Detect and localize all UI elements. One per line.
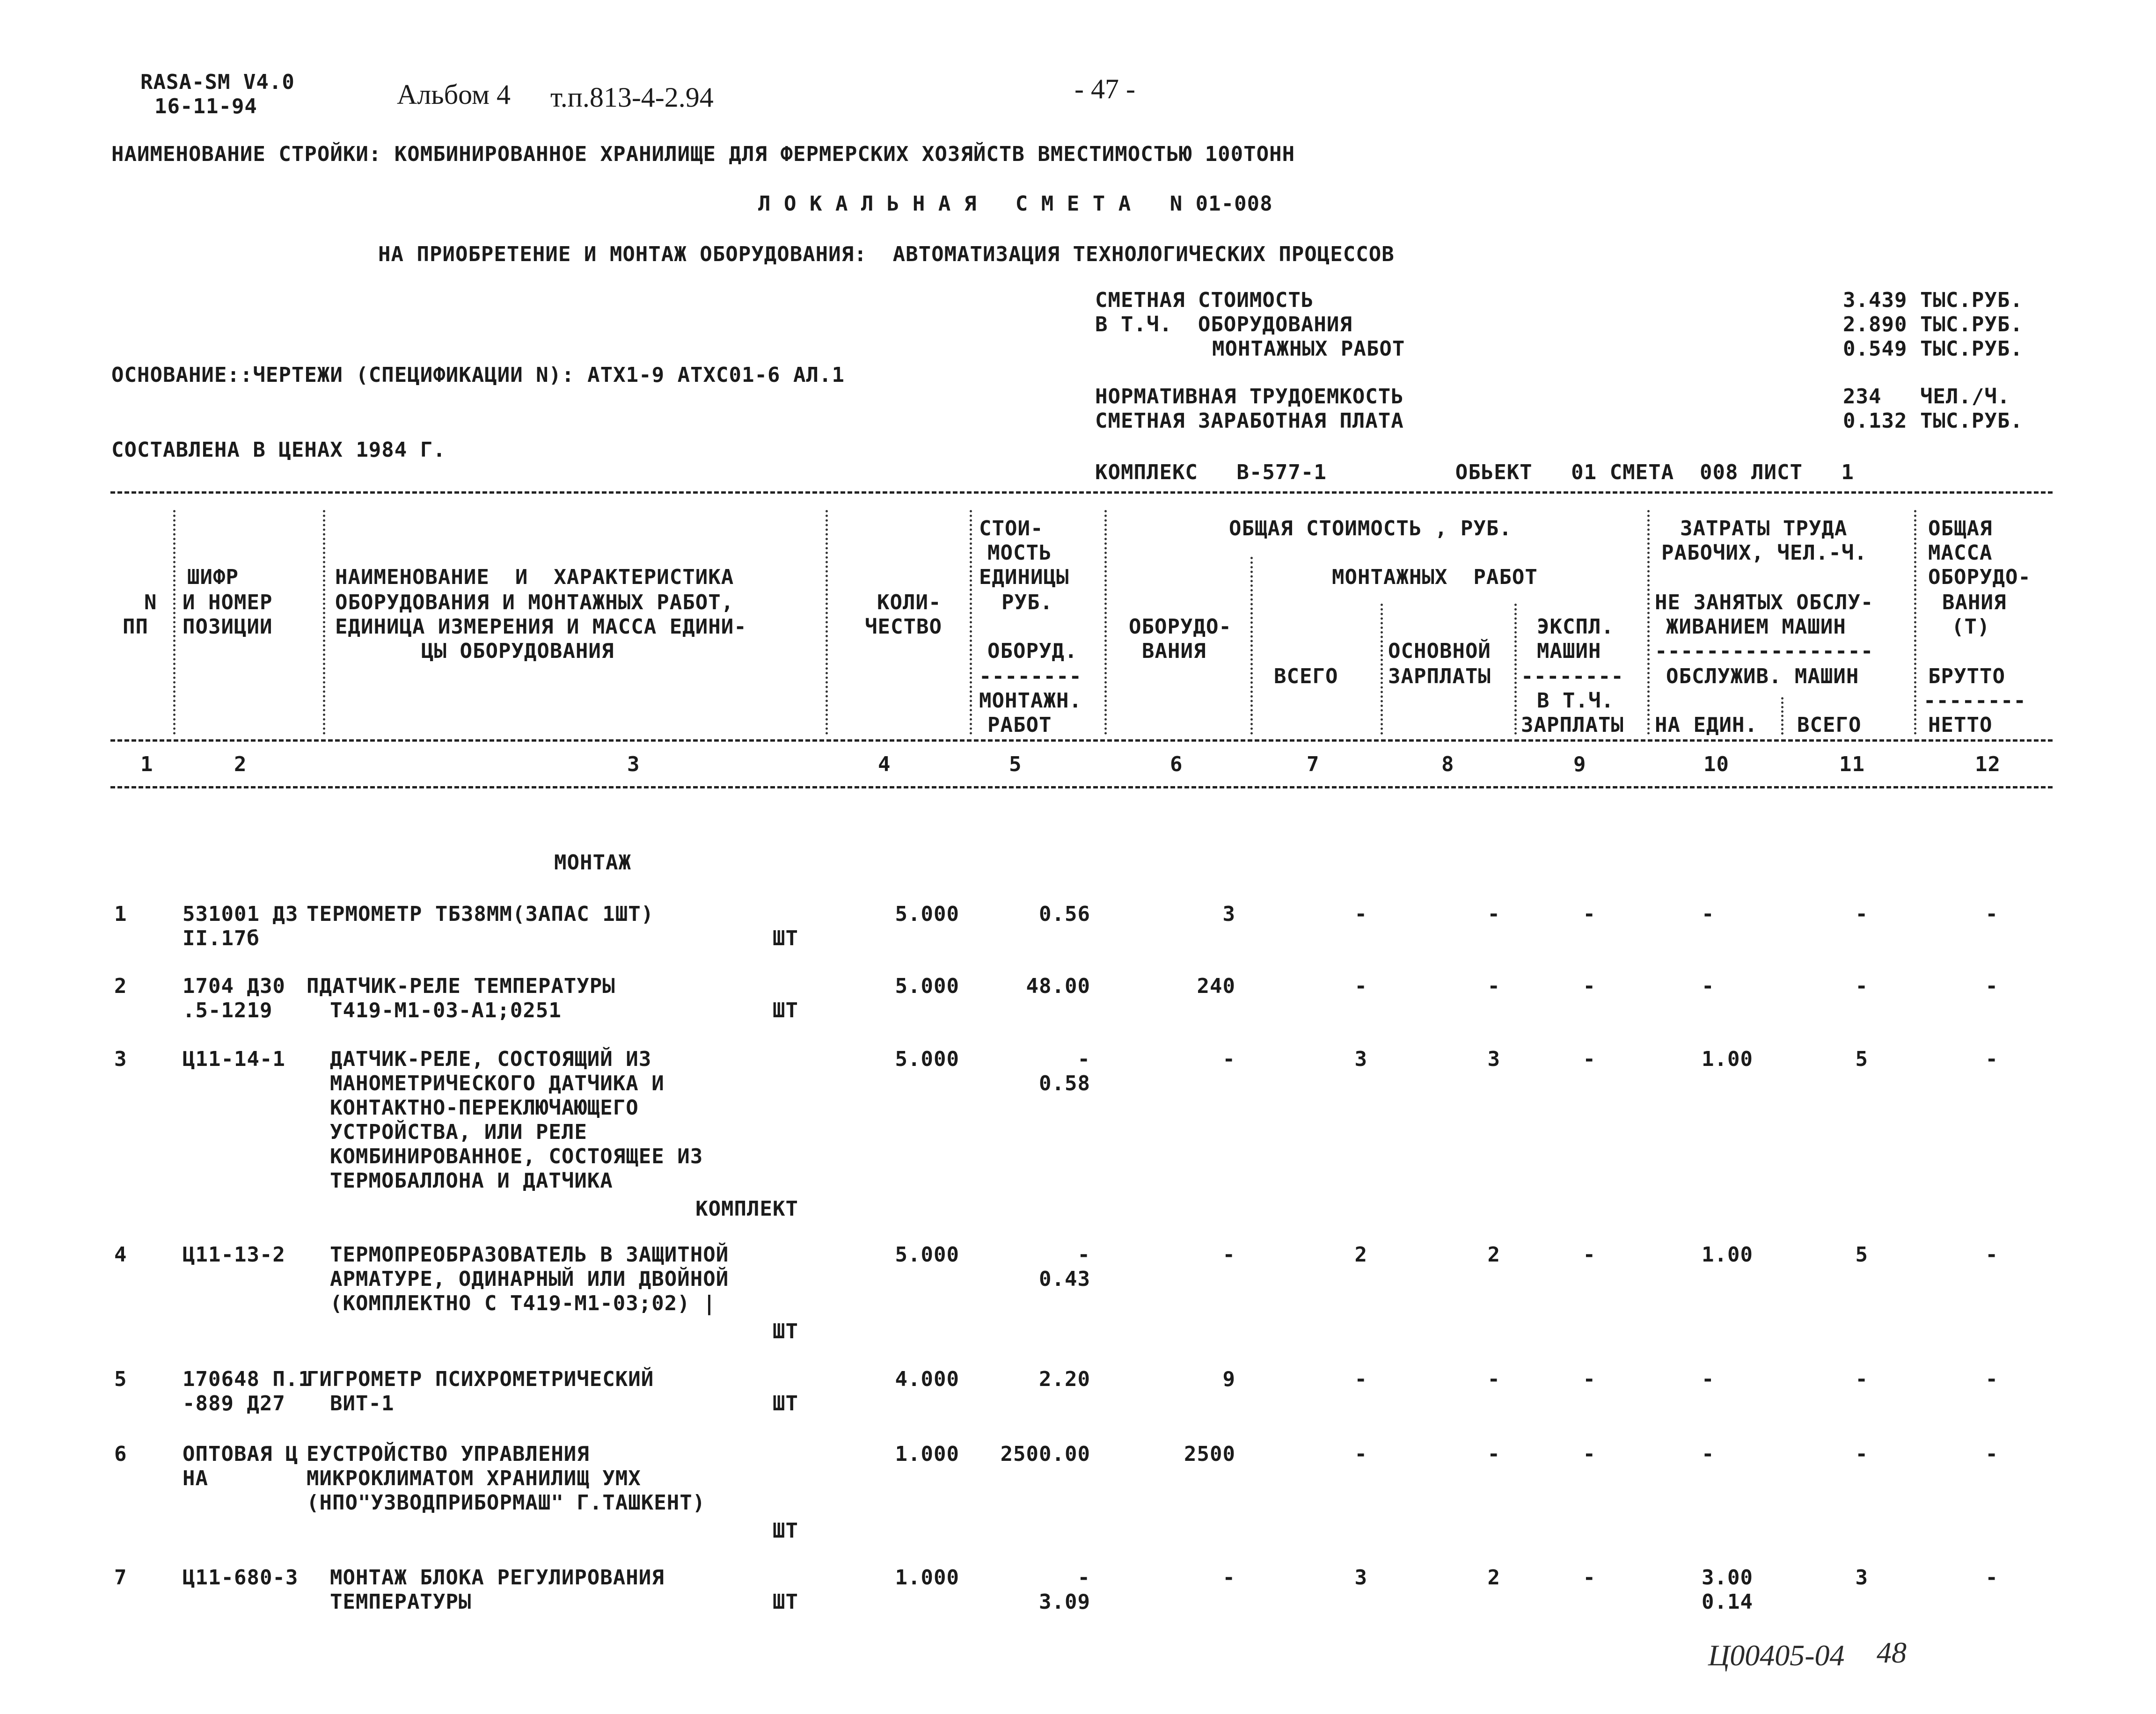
row-name-line: ЕУСТРОЙСТВО УПРАВЛЕНИЯ <box>307 1442 590 1466</box>
row-unit: ШТ <box>773 1320 798 1343</box>
col12-h8: НЕТТО <box>1928 713 1993 737</box>
row-install-total: - <box>1354 974 1367 998</box>
row-base-wage: - <box>1487 1367 1500 1391</box>
row-name-line: МАНОМЕТРИЧЕСКОГО ДАТЧИКА И <box>330 1072 665 1095</box>
row-unit: ШТ <box>773 1392 798 1415</box>
col3-h3: ЕДИНИЦА ИЗМЕРЕНИЯ И МАССА ЕДИНИ- <box>335 615 747 639</box>
col-sep <box>1914 510 1916 735</box>
col5-h1: СТОИ- <box>979 517 1044 540</box>
col6-h2: ВАНИЯ <box>1142 639 1206 663</box>
row-machines: - <box>1583 1243 1596 1267</box>
row-equipment-cost: 2500 <box>1184 1442 1235 1466</box>
col-sep <box>970 510 972 735</box>
row-code: 531001 Д3 <box>183 902 299 926</box>
row-name-line: УСТРОЙСТВА, ИЛИ РЕЛЕ <box>330 1120 587 1144</box>
row-base-wage: 3 <box>1487 1047 1500 1071</box>
installation-label: МОНТАЖНЫХ РАБОТ <box>1212 337 1405 361</box>
row-code: Ц11-13-2 <box>183 1243 285 1267</box>
row-name-line: (НПО"УЗВОДПРИБОРМАШ" Г.ТАШКЕНТ) <box>307 1491 706 1515</box>
numbers-bottom-rule <box>110 786 2053 788</box>
row-name-line: ВИТ-1 <box>330 1392 395 1415</box>
row-machines: - <box>1583 1442 1596 1466</box>
col4-h1: КОЛИ- <box>877 591 942 614</box>
col12-h5: (Т) <box>1951 615 1990 639</box>
col5-h7: МОНТАЖН. <box>979 689 1082 713</box>
row-labor-unit: - <box>1702 902 1715 926</box>
labor-value: 234 ЧЕЛ./Ч. <box>1843 385 2010 408</box>
construction-name: НАИМЕНОВАНИЕ СТРОЙКИ: КОМБИНИРОВАННОЕ ХРАНИЛИЩЕ ДЛЯ ФЕРМЕРСКИХ ХОЗЯЙСТВ ВМЕСТИМОСТЬЮ 100ТОНН <box>111 142 1295 166</box>
estimate-subtitle: НА ПРИОБРЕТЕНИЕ И МОНТАЖ ОБОРУДОВАНИЯ: АВТОМАТИЗАЦИЯ ТЕХНОЛОГИЧЕСКИХ ПРОЦЕССОВ <box>378 242 1395 266</box>
col5-h3: ЕДИНИЦЫ <box>979 565 1069 589</box>
row-code: НА <box>183 1466 208 1490</box>
col3-h1: НАИМЕНОВАНИЕ И ХАРАКТЕРИСТИКА <box>335 565 734 589</box>
wage-label: СМЕТНАЯ ЗАРАБОТНАЯ ПЛАТА <box>1095 409 1404 433</box>
row-number: 6 <box>114 1442 127 1466</box>
row-equipment-cost: - <box>1222 1243 1235 1267</box>
row-quantity: 5.000 <box>895 902 959 926</box>
col-sep <box>173 510 175 735</box>
handwritten-code: Ц00405-04 <box>1708 1639 1845 1672</box>
row-machines: - <box>1583 974 1596 998</box>
col-sep <box>1514 604 1517 735</box>
print-date: 16-11-94 <box>154 95 257 118</box>
row-unit-price: 2.20 <box>1039 1367 1090 1391</box>
row-quantity: 5.000 <box>895 1047 959 1071</box>
row-name-line: МОНТАЖ БЛОКА РЕГУЛИРОВАНИЯ <box>330 1566 665 1590</box>
equipment-value: 2.890 ТЫС.РУБ. <box>1843 313 2023 336</box>
col12-h6: БРУТТО <box>1928 664 2005 688</box>
group-labor-1: ЗАТРАТЫ ТРУДА <box>1680 517 1848 540</box>
system-version: RASA-SM V4.0 <box>140 70 295 94</box>
row-name-line: ПДАТЧИК-РЕЛЕ ТЕМПЕРАТУРЫ <box>307 974 615 998</box>
row-machines: - <box>1583 1047 1596 1071</box>
row-unit: ШТ <box>773 1519 798 1543</box>
col3-h4: ЦЫ ОБОРУДОВАНИЯ <box>421 639 614 663</box>
row-quantity: 5.000 <box>895 974 959 998</box>
row-unit-price: 3.09 <box>1039 1590 1090 1614</box>
row-unit-price: - <box>1077 1566 1090 1590</box>
row-base-wage: - <box>1487 1442 1500 1466</box>
row-install-total: - <box>1354 1367 1367 1391</box>
row-mass: - <box>1985 974 1998 998</box>
row-base-wage: 2 <box>1487 1243 1500 1267</box>
row-unit: КОМПЛЕКТ <box>695 1197 798 1221</box>
header-bottom-rule <box>110 739 2053 742</box>
col9-h2: МАШИН <box>1537 639 1601 663</box>
row-labor-unit: 1.00 <box>1702 1243 1753 1267</box>
col10-h1: НА ЕДИН. <box>1655 713 1758 737</box>
row-number: 5 <box>114 1367 127 1391</box>
row-quantity: 1.000 <box>895 1566 959 1590</box>
col-sep <box>1781 697 1783 735</box>
cost-label: СМЕТНАЯ СТОИМОСТЬ <box>1095 288 1314 312</box>
col-sep <box>826 510 828 735</box>
row-name-line: ДАТЧИК-РЕЛЕ, СОСТОЯЩИЙ ИЗ <box>330 1047 652 1071</box>
col-num-5: 5 <box>1009 752 1022 776</box>
row-install-total: 3 <box>1354 1047 1367 1071</box>
row-code: II.17б <box>183 926 260 950</box>
row-equipment-cost: - <box>1222 1566 1235 1590</box>
row-number: 1 <box>114 902 127 926</box>
row-name-line: Т419-М1-03-А1;0251 <box>330 999 562 1022</box>
row-equipment-cost: 240 <box>1197 974 1235 998</box>
col-num-4: 4 <box>878 752 891 776</box>
col5-h2: МОСТЬ <box>987 541 1052 565</box>
col-num-3: 3 <box>627 752 640 776</box>
col2-h3: ПОЗИЦИИ <box>183 615 273 639</box>
col-num-6: 6 <box>1170 752 1183 776</box>
row-unit-price: 0.56 <box>1039 902 1090 926</box>
row-install-total: 2 <box>1354 1243 1367 1267</box>
row-base-wage: - <box>1487 902 1500 926</box>
row-quantity: 4.000 <box>895 1367 959 1391</box>
col9-h1: ЭКСПЛ. <box>1537 615 1614 639</box>
row-name-line: ТЕРМОПРЕОБРАЗОВАТЕЛЬ В ЗАЩИТНОЙ <box>330 1243 729 1267</box>
col9-h3: -------- <box>1521 664 1624 688</box>
group-total-cost: ОБЩАЯ СТОИМОСТЬ , РУБ. <box>1229 517 1512 540</box>
group-labor-2: РАБОЧИХ, ЧЕЛ.-Ч. <box>1661 541 1867 565</box>
page-number: - 47 - <box>1074 73 1135 104</box>
complex-line: КОМПЛЕКС В-577-1 ОБЬЕКТ 01 СМЕТА 008 ЛИСТ 1 <box>1095 460 1854 484</box>
row-number: 7 <box>114 1566 127 1590</box>
row-quantity: 5.000 <box>895 1243 959 1267</box>
row-labor-unit: 1.00 <box>1702 1047 1753 1071</box>
estimate-title: Л О К А Л Ь Н А Я С М Е Т А N 01-008 <box>758 192 1273 216</box>
col12-h1: ОБЩАЯ <box>1928 517 1993 540</box>
row-name-line: АРМАТУРЕ, ОДИНАРНЫЙ ИЛИ ДВОЙНОЙ <box>330 1267 729 1291</box>
group-installation: МОНТАЖНЫХ РАБОТ <box>1332 565 1538 589</box>
row-mass: - <box>1985 1442 1998 1466</box>
row-unit-price: - <box>1077 1243 1090 1267</box>
col6-h1: ОБОРУДО- <box>1129 615 1232 639</box>
col10-11-h3: ----------------- <box>1655 639 1874 663</box>
col11-h1: ВСЕГО <box>1797 713 1862 737</box>
row-base-wage: 2 <box>1487 1566 1500 1590</box>
project-number: т.п.813-4-2.94 <box>550 82 714 113</box>
col4-h2: ЧЕСТВО <box>865 615 942 639</box>
col10-11-h4: ОБСЛУЖИВ. МАШИН <box>1666 664 1859 688</box>
col-num-11: 11 <box>1839 752 1865 776</box>
row-mass: - <box>1985 1047 1998 1071</box>
col2-h1: ШИФР <box>187 565 239 589</box>
row-labor-total: - <box>1855 1367 1868 1391</box>
row-machines: - <box>1583 1367 1596 1391</box>
row-labor-unit: - <box>1702 1367 1715 1391</box>
col-sep <box>1647 510 1650 735</box>
row-install-total: 3 <box>1354 1566 1367 1590</box>
row-name-line: ТЕРМОМЕТР ТБ38ММ(ЗАПАС 1ШТ) <box>307 902 654 926</box>
col-num-1: 1 <box>140 752 153 776</box>
installation-value: 0.549 ТЫС.РУБ. <box>1843 337 2023 361</box>
row-code: ОПТОВАЯ Ц <box>183 1442 299 1466</box>
row-labor-total: - <box>1855 1442 1868 1466</box>
row-labor-total: 5 <box>1855 1047 1868 1071</box>
row-code: -889 Д27 <box>183 1392 285 1415</box>
row-install-total: - <box>1354 902 1367 926</box>
col-sep <box>323 510 325 735</box>
row-unit: ШТ <box>773 1590 798 1614</box>
row-labor-total: - <box>1855 974 1868 998</box>
col7-h1: ВСЕГО <box>1274 664 1338 688</box>
col3-h2: ОБОРУДОВАНИЯ И МОНТАЖНЫХ РАБОТ, <box>335 591 734 614</box>
col5-h8: РАБОТ <box>987 713 1052 737</box>
row-unit-price: 2500.00 <box>1000 1442 1090 1466</box>
col12-h4: ВАНИЯ <box>1942 591 2007 614</box>
row-code: .5-1219 <box>183 999 273 1022</box>
row-base-wage: - <box>1487 974 1500 998</box>
row-unit-price: 48.00 <box>1026 974 1090 998</box>
row-install-total: - <box>1354 1442 1367 1466</box>
col-num-8: 8 <box>1441 752 1454 776</box>
col-num-2: 2 <box>234 752 247 776</box>
row-unit: ШТ <box>773 999 798 1022</box>
row-mass: - <box>1985 1367 1998 1391</box>
row-name-line: ГИГРОМЕТР ПСИХРОМЕТРИЧЕСКИЙ <box>307 1367 654 1391</box>
row-unit-price: - <box>1077 1047 1090 1071</box>
col-num-7: 7 <box>1307 752 1320 776</box>
row-number: 2 <box>114 974 127 998</box>
row-labor-unit: 3.00 <box>1702 1566 1753 1590</box>
row-machines: - <box>1583 1566 1596 1590</box>
price-basis: СОСТАВЛЕНА В ЦЕНАХ 1984 Г. <box>111 438 446 462</box>
row-mass: - <box>1985 1243 1998 1267</box>
album-label: Альбом 4 <box>397 79 511 110</box>
basis-line: ОСНОВАНИЕ::ЧЕРТЕЖИ (СПЕЦИФИКАЦИИ N): АТХ1-9 АТХС01-6 АЛ.1 <box>111 363 845 387</box>
col12-h7: -------- <box>1923 689 2026 713</box>
row-labor-total: 5 <box>1855 1243 1868 1267</box>
row-equipment-cost: - <box>1222 1047 1235 1071</box>
col8-h2: ЗАРПЛАТЫ <box>1388 664 1491 688</box>
col9-h5: ЗАРПЛАТЫ <box>1521 713 1624 737</box>
row-machines: - <box>1583 902 1596 926</box>
labor-label: НОРМАТИВНАЯ ТРУДОЕМКОСТЬ <box>1095 385 1404 408</box>
row-number: 3 <box>114 1047 127 1071</box>
col-num-10: 10 <box>1703 752 1729 776</box>
cost-value: 3.439 ТЫС.РУБ. <box>1843 288 2023 312</box>
col-sep <box>1381 604 1383 735</box>
row-mass: - <box>1985 1566 1998 1590</box>
col8-h1: ОСНОВНОЙ <box>1388 639 1491 663</box>
col5-h5: ОБОРУД. <box>987 639 1078 663</box>
row-unit-price: 0.58 <box>1039 1072 1090 1095</box>
section-title: МОНТАЖ <box>554 851 631 875</box>
col1-h1: N <box>144 591 157 614</box>
col1-h2: ПП <box>123 615 148 639</box>
col10-11-h2: ЖИВАНИЕМ МАШИН <box>1666 615 1846 639</box>
col-sep <box>1250 557 1253 735</box>
row-code: Ц11-680-3 <box>183 1566 299 1590</box>
row-labor-total: - <box>1855 902 1868 926</box>
row-labor-unit: - <box>1702 1442 1715 1466</box>
row-labor-unit: 0.14 <box>1702 1590 1753 1614</box>
row-name-line: ТЕМПЕРАТУРЫ <box>330 1590 472 1614</box>
wage-value: 0.132 ТЫС.РУБ. <box>1843 409 2023 433</box>
col12-h3: ОБОРУДО- <box>1928 565 2031 589</box>
row-unit: ШТ <box>773 926 798 950</box>
col10-11-h1: НЕ ЗАНЯТЫХ ОБСЛУ- <box>1655 591 1874 614</box>
row-mass: - <box>1985 902 1998 926</box>
header-top-rule <box>110 491 2053 494</box>
row-code: 170648 П.1 <box>183 1367 311 1391</box>
row-code: 1704 Д30 <box>183 974 285 998</box>
col9-h4: В Т.Ч. <box>1537 689 1614 713</box>
col-sep <box>1104 510 1107 735</box>
row-name-line: МИКРОКЛИМАТОМ ХРАНИЛИЩ УМХ <box>307 1466 641 1490</box>
row-equipment-cost: 3 <box>1222 902 1235 926</box>
row-name-line: КОМБИНИРОВАННОЕ, СОСТОЯЩЕЕ ИЗ <box>330 1145 703 1168</box>
col5-h4: РУБ. <box>1001 591 1053 614</box>
col2-h2: И НОМЕР <box>183 591 273 614</box>
row-name-line: (КОМПЛЕКТНО С Т419-М1-03;02) | <box>330 1291 716 1315</box>
row-labor-total: 3 <box>1855 1566 1868 1590</box>
handwritten-number: 48 <box>1877 1636 1907 1669</box>
row-name-line: КОНТАКТНО-ПЕРЕКЛЮЧАЮЩЕГО <box>330 1096 639 1120</box>
col5-h6: -------- <box>979 664 1082 688</box>
row-code: Ц11-14-1 <box>183 1047 285 1071</box>
row-name-line: ТЕРМОБАЛЛОНА И ДАТЧИКА <box>330 1169 613 1193</box>
col-num-9: 9 <box>1573 752 1586 776</box>
col12-h2: МАССА <box>1928 541 1993 565</box>
row-quantity: 1.000 <box>895 1442 959 1466</box>
col-num-12: 12 <box>1975 752 2001 776</box>
row-unit-price: 0.43 <box>1039 1267 1090 1291</box>
including-label: В Т.Ч. ОБОРУДОВАНИЯ <box>1095 313 1352 336</box>
row-number: 4 <box>114 1243 127 1267</box>
row-equipment-cost: 9 <box>1222 1367 1235 1391</box>
row-labor-unit: - <box>1702 974 1715 998</box>
